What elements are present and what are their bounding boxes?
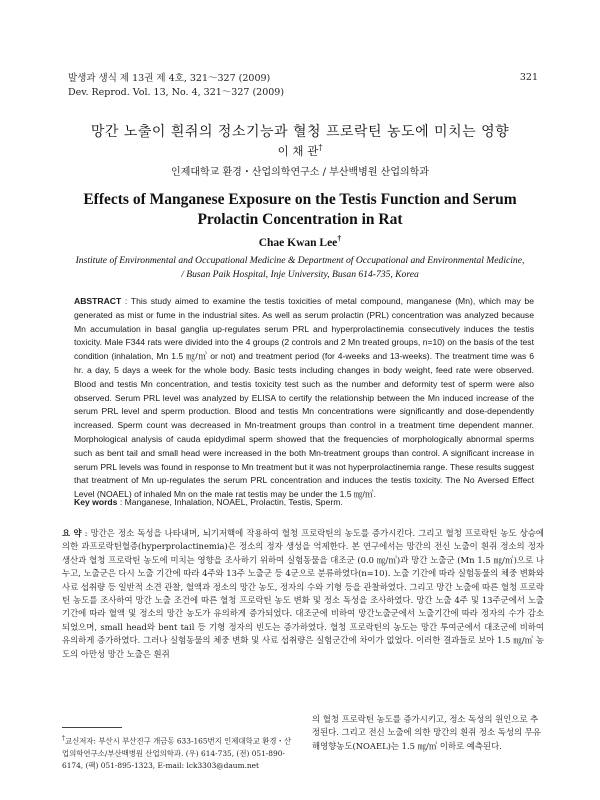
keywords-label: Key words [74, 497, 118, 507]
english-affiliation [60, 254, 540, 281]
english-author [0, 234, 600, 249]
korean-summary-continuation: 의 혈청 프로락틴 농도를 증가시키고, 정소 독성의 원인으로 추정된다. 그리고 전신 노출에 의한 망간의 흰쥐 정소 독성의 무유해영향농도(NOAEL)는 1.5 ㎎/㎥ 이하로 예측된다. [312, 714, 541, 751]
korean-affiliation: 인제대학교 환경・산업의학연구소 / 부산백병원 산업의학과 [171, 167, 429, 178]
footnote-divider [62, 727, 122, 728]
footnote-mark: † [62, 735, 65, 742]
korean-author-name: 이 채 관 [277, 144, 319, 158]
keywords-separator: : [117, 497, 125, 507]
keywords-text: Manganese, Inhalation, NOAEL, Prolactin, Testis, Sperm. [124, 497, 343, 507]
page-number: 321 [519, 72, 538, 83]
footnote-text: 교신저자: 부산시 부산진구 개금동 633-165번지 인제대학교 환경・산업의학연구소/부산백병원 산업의학과. (우) 614-735, (전) 051-890-6174, (팩) 051-895-1323, E-mail: lck3303@daum.net [62, 736, 292, 771]
summary-separator: : [81, 528, 91, 538]
summary-text: 망간은 정소 독성을 나타내며, 뇌기저핵에 작용하여 혈청 프로락틴의 농도를 증가시킨다. 그리고 혈청 프로락틴 농도 상승에 의한 과프로락틴혈증(hyperprolactinemia)은 정소의 정자 생성을 억제한다. 본 연구에서는 망간의 전신 노출이 흰쥐 정소의 정자 생산과 혈청 프로락틴 농도에 미치는 영향을 조사하기 위하여 실험동물을 대조군 (0.0 ㎎/㎥)과 망간 노출군 (Mn 1.5 ㎎/㎥)으로 나누고, 노출군은 다시 노출 기간에 따라 4주와 13주 노출군 등 4군으로 분류하였다(n=10). 노출 기간에 따라 실험동물의 체중 변화와 사료 섭취량 등 일반적 소견 관찰, 혈액과 정소의 망간 농도, 정자의 수와 기형 등을 관찰하였다. 그리고 망간 노출에 따른 혈청 프로락틴 농도를 조사하여 망간 노출 조건에 따른 혈청 프로락틴 농도 변화 및 정소 독성을 조사하였다. 망간 노출 4주 및 13주군에서 노출기간에 따라 혈액 및 정소의 망간 농도가 유의하게 증가되었다. 대조군에 비하여 망간노출군에서 노출기간에 따라 정자의 수가 감소되었으며, small head와 bent tail 등 기형 정자의 빈도는 증가하였다. 혈청 프로락틴의 농도는 망간 투여군에서 대조군에 비하여 유의하게 증가하였다. 그러나 실험동물의 체중 변화 및 사료 섭취량은 실험군간에 차이가 없었다. 이러한 결과들로 보아 1.5 ㎎/㎥ 농도의 아만성 망간 노출은 흰쥐 [62, 528, 544, 659]
english-author-name: Chae Kwan Lee [258, 236, 338, 249]
journal-citation-korean: 발생과 생식 제 13권 제 4호, 321～327 (2009) [68, 73, 271, 84]
korean-author [0, 143, 600, 159]
summary-label: 요 약 [62, 528, 82, 538]
english-author-mark: † [337, 234, 342, 243]
abstract-separator: : [121, 296, 131, 306]
korean-summary [62, 527, 544, 661]
english-affiliation-line1: Institute of Environmental and Occupational Medicine & Department of Occupational and Environmental Medicine, [75, 255, 525, 266]
journal-header [68, 72, 284, 100]
korean-author-mark: † [318, 143, 323, 153]
abstract-text: This study aimed to examine the testis toxicities of metal compound, manganese (Mn), which may be generated as mist or fume in the industrial sites. As well as serum prolactin (PRL) concentration was analyzed because Mn accumulation in basal ganglia up-regulates serum PRL and hyperprolactinemia consecutively induces the testis toxicity. Male F344 rats were divided into the 4 groups (2 controls and 2 Mn treated groups, n=10) on the basis of the test condition (inhalation, Mn 1.5 ㎎/㎥ or not) and treatment period (for 4-weeks and 13-weeks). The treatment time was 6 hr. a day, 5 days a week for the whole body. Basic tests including changes in body weight, feed rate were observed. Blood and testis Mn concentration, and testis toxicity test such as the number and deformity test of sperm were also observed. Serum PRL level was analyzed by ELISA to certify the relationship between the Mn induced increase of the serum PRL level and sperm production. Blood and testis Mn concentrations were significantly and dose-dependently increased. Sperm count was decreased in Mn-treatment groups than control in a treatment time dependent manner. Morphological analysis of cauda epidydimal sperm showed that the frequencies of morphologically abnormal sperms such as bent tail and small head were increased in the both Mn-treatment groups than control. A significant increase in serum PRL levels was found in response to Mn treatment but it was not hyperprolactinemia range. These results suggest that treatment of Mn up-regulates the serum PRL concentration and induces the testis toxicity. The No Aversed Effect Level (NOAEL) of inhaled Mn on the male rat testis may be under the 1.5 ㎎/㎥. [74, 296, 534, 500]
abstract [74, 295, 534, 502]
corresponding-author-footnote [62, 733, 297, 773]
english-affiliation-line2: / Busan Paik Hospital, Inje University, Busan 614-735, Korea [181, 268, 419, 280]
english-title: Effects of Manganese Exposure on the Testis Function and Serum Prolactin Concentration in Rat [83, 191, 517, 228]
journal-citation-english: Dev. Reprod. Vol. 13, No. 4, 321～327 (2009) [68, 87, 285, 98]
abstract-label: ABSTRACT [74, 296, 122, 306]
korean-title: 망간 노출이 흰쥐의 정소기능과 혈청 프로락틴 농도에 미치는 영향 [90, 124, 510, 140]
keywords [74, 497, 534, 507]
